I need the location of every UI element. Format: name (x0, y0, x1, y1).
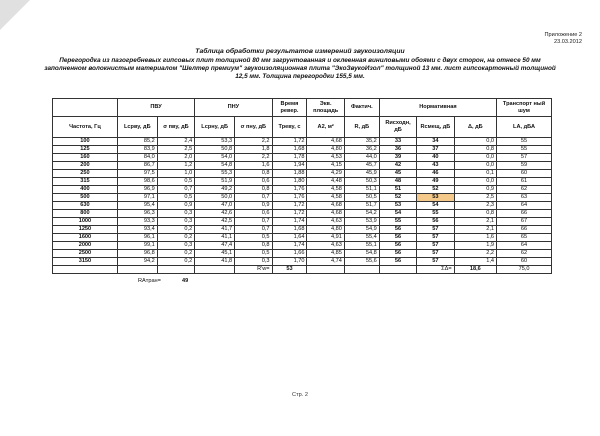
cell-la: 63 (497, 194, 552, 202)
header-trev: Треву, с (272, 117, 307, 138)
cell-rsm: 57 (417, 258, 454, 266)
cell-sigma-pnu: 2,2 (235, 154, 272, 162)
cell-la: 55 (497, 146, 552, 154)
cell-a2: 4,29 (307, 170, 344, 178)
cell-rin: 56 (379, 250, 416, 258)
header-freq: Частота, Гц (53, 117, 118, 138)
header-empty (53, 99, 118, 117)
cell-lcp-pvu: 85,2 (117, 138, 157, 146)
cell-trev: 1,66 (272, 250, 307, 258)
cell-lcp-pnu: 50,0 (195, 194, 235, 202)
cell-sigma-pnu: 0,7 (235, 226, 272, 234)
cell-lcp-pnu: 41,7 (195, 226, 235, 234)
cell-la: 55 (497, 138, 552, 146)
cell-freq: 400 (53, 186, 118, 194)
cell-a2: 4,58 (307, 194, 344, 202)
cell-r: 45,9 (344, 170, 379, 178)
appendix-header (545, 32, 582, 46)
cell-lcp-pnu: 49,2 (195, 186, 235, 194)
cell-sigma-pnu: 0,8 (235, 186, 272, 194)
cell-la: 57 (497, 154, 552, 162)
cell-delta: 2,2 (454, 250, 496, 258)
appendix-label: Приложение 2 (544, 32, 582, 38)
cell-freq: 800 (53, 210, 118, 218)
cell-a2: 4,80 (307, 226, 344, 234)
cell-la: 66 (497, 210, 552, 218)
header-delta: Δ, дБ (454, 117, 496, 138)
header-lcp-pvu: Lсрву, дБ (117, 117, 157, 138)
header-transport: Транспорт ный шум (497, 99, 552, 117)
cell-sigma-pvu: 0,2 (157, 258, 194, 266)
table-row (53, 170, 552, 178)
results-table (52, 98, 552, 274)
header-la: LA, дБА (497, 117, 552, 138)
cell-trev: 1,76 (272, 186, 307, 194)
cell-sigma-pnu: 1,6 (235, 162, 272, 170)
cell-lcp-pnu: 42,6 (195, 210, 235, 218)
header-fact: Фактич. (344, 99, 379, 117)
cell-trev: 1,74 (272, 218, 307, 226)
rw-value: 53 (272, 266, 307, 274)
cell-lcp-pnu: 50,8 (195, 146, 235, 154)
cell-delta: 1,9 (454, 242, 496, 250)
header-pvu: ПВУ (117, 99, 194, 117)
cell-sigma-pnu: 1,8 (235, 146, 272, 154)
cell-r: 51,7 (344, 202, 379, 210)
cell-sigma-pvu: 1,0 (157, 170, 194, 178)
cell-freq: 3150 (53, 258, 118, 266)
cell-a2: 4,80 (307, 146, 344, 154)
cell-delta: 1,6 (454, 234, 496, 242)
table-row (53, 154, 552, 162)
cell-lcp-pvu: 83,9 (117, 146, 157, 154)
cell-freq: 315 (53, 178, 118, 186)
cell-sigma-pnu: 0,8 (235, 242, 272, 250)
cell-r: 54,2 (344, 210, 379, 218)
header-time: Время ревер. (272, 99, 307, 117)
cell-rin: 51 (379, 186, 416, 194)
cell-lcp-pnu: 51,9 (195, 178, 235, 186)
cell-rin: 48 (379, 178, 416, 186)
cell-r: 54,9 (344, 226, 379, 234)
header-sigma-pnu: σ пну, дБ (235, 117, 272, 138)
table-row (53, 138, 552, 146)
cell-r: 55,4 (344, 234, 379, 242)
cell-rin: 36 (379, 146, 416, 154)
cell-sigma-pvu: 0,2 (157, 234, 194, 242)
cell-a2: 4,63 (307, 218, 344, 226)
cell-freq: 2500 (53, 250, 118, 258)
cell-a2: 4,53 (307, 154, 344, 162)
table-row (53, 242, 552, 250)
cell-sigma-pvu: 1,2 (157, 162, 194, 170)
cell-rsm: 54 (417, 202, 454, 210)
cell-sigma-pvu: 0,5 (157, 194, 194, 202)
cell-sigma-pvu: 0,2 (157, 226, 194, 234)
table-row (53, 194, 552, 202)
cell-sigma-pnu: 2,2 (235, 138, 272, 146)
table-body (53, 138, 552, 266)
cell-sigma-pnu: 0,7 (235, 194, 272, 202)
cell-la: 66 (497, 226, 552, 234)
cell-sigma-pnu: 0,5 (235, 250, 272, 258)
cell-rin: 56 (379, 226, 416, 234)
cell-rsm: 49 (417, 178, 454, 186)
cell-r: 44,0 (344, 154, 379, 162)
cell-la: 65 (497, 234, 552, 242)
cell-lcp-pvu: 94,2 (117, 258, 157, 266)
cell-rsm: 55 (417, 210, 454, 218)
cell-delta: 0,0 (454, 154, 496, 162)
cell-lcp-pvu: 97,1 (117, 194, 157, 202)
cell-trev: 1,78 (272, 154, 307, 162)
header-pnu: ПНУ (195, 99, 272, 117)
header-rsm: Rсмещ, дБ (417, 117, 454, 138)
cell-trev: 1,72 (272, 138, 307, 146)
header-area: Экв. площадь (307, 99, 344, 117)
cell-a2: 4,68 (307, 210, 344, 218)
cell-rin: 56 (379, 234, 416, 242)
cell-delta: 0,0 (454, 178, 496, 186)
cell-freq: 1250 (53, 226, 118, 234)
cell-lcp-pvu: 93,4 (117, 226, 157, 234)
cell-freq: 200 (53, 162, 118, 170)
header-a2: А2, м² (307, 117, 344, 138)
cell-lcp-pnu: 41,8 (195, 258, 235, 266)
cell-sigma-pnu: 0,3 (235, 258, 272, 266)
table-row (53, 178, 552, 186)
cell-trev: 1,94 (272, 162, 307, 170)
cell-r: 50,5 (344, 194, 379, 202)
cell-la: 64 (497, 242, 552, 250)
cell-delta: 0,8 (454, 210, 496, 218)
cell-delta: 2,3 (454, 202, 496, 210)
cell-la: 60 (497, 258, 552, 266)
cell-r: 54,8 (344, 250, 379, 258)
cell-lcp-pnu: 53,3 (195, 138, 235, 146)
cell-rin: 52 (379, 194, 416, 202)
cell-lcp-pvu: 97,5 (117, 170, 157, 178)
cell-sigma-pvu: 0,7 (157, 186, 194, 194)
ratran-label: RAтран= (138, 278, 161, 284)
cell-rin: 56 (379, 258, 416, 266)
cell-r: 53,9 (344, 218, 379, 226)
cell-rin: 45 (379, 170, 416, 178)
cell-lcp-pvu: 96,3 (117, 210, 157, 218)
cell-lcp-pvu: 95,4 (117, 202, 157, 210)
cell-r: 50,3 (344, 178, 379, 186)
cell-sigma-pvu: 0,5 (157, 178, 194, 186)
cell-rsm: 40 (417, 154, 454, 162)
cell-delta: 0,1 (454, 170, 496, 178)
cell-freq: 1000 (53, 218, 118, 226)
cell-sigma-pnu: 0,6 (235, 178, 272, 186)
cell-lcp-pnu: 54,0 (195, 154, 235, 162)
table-row (53, 202, 552, 210)
cell-lcp-pnu: 54,8 (195, 162, 235, 170)
cell-la: 60 (497, 170, 552, 178)
appendix-date: 23.03.2012 (554, 39, 582, 45)
cell-la: 67 (497, 218, 552, 226)
cell-a2: 4,58 (307, 186, 344, 194)
table-row (53, 226, 552, 234)
cell-lcp-pnu: 47,4 (195, 242, 235, 250)
cell-trev: 1,70 (272, 258, 307, 266)
cell-lcp-pvu: 86,7 (117, 162, 157, 170)
cell-lcp-pnu: 47,0 (195, 202, 235, 210)
cell-rin: 55 (379, 218, 416, 226)
cell-a2: 4,85 (307, 250, 344, 258)
cell-rin: 56 (379, 242, 416, 250)
table-row (53, 218, 552, 226)
cell-rin: 42 (379, 162, 416, 170)
cell-lcp-pvu: 96,8 (117, 250, 157, 258)
cell-lcp-pvu: 96,9 (117, 186, 157, 194)
header-r: R, дБ (344, 117, 379, 138)
page-corner-fold (0, 0, 30, 30)
table-row (53, 250, 552, 258)
table-row (53, 258, 552, 266)
cell-delta: 2,1 (454, 226, 496, 234)
cell-a2: 4,91 (307, 234, 344, 242)
cell-r: 51,1 (344, 186, 379, 194)
cell-lcp-pvu: 84,0 (117, 154, 157, 162)
cell-trev: 1,88 (272, 170, 307, 178)
cell-freq: 630 (53, 202, 118, 210)
cell-freq: 125 (53, 146, 118, 154)
cell-la: 62 (497, 250, 552, 258)
cell-lcp-pnu: 45,1 (195, 250, 235, 258)
cell-rsm: 34 (417, 138, 454, 146)
cell-sigma-pvu: 0,9 (157, 202, 194, 210)
summary-empty (53, 266, 118, 274)
cell-rin: 33 (379, 138, 416, 146)
cell-sigma-pvu: 0,3 (157, 242, 194, 250)
table-row (53, 146, 552, 154)
la-total: 75,0 (497, 266, 552, 274)
cell-sigma-pvu: 2,4 (157, 138, 194, 146)
cell-lcp-pvu: 99,1 (117, 242, 157, 250)
cell-sigma-pnu: 0,9 (235, 202, 272, 210)
cell-sigma-pnu: 0,7 (235, 218, 272, 226)
cell-delta: 0,0 (454, 138, 496, 146)
cell-delta: 0,9 (454, 186, 496, 194)
cell-rsm: 53 (417, 194, 454, 202)
cell-lcp-pvu: 98,6 (117, 178, 157, 186)
cell-rsm: 56 (417, 218, 454, 226)
cell-a2: 4,68 (307, 202, 344, 210)
cell-rsm: 57 (417, 234, 454, 242)
cell-la: 59 (497, 162, 552, 170)
cell-sigma-pvu: 0,2 (157, 250, 194, 258)
cell-r: 55,1 (344, 242, 379, 250)
sum-label: ΣΔ= (417, 266, 454, 274)
cell-freq: 100 (53, 138, 118, 146)
cell-sigma-pnu: 0,6 (235, 210, 272, 218)
document-subtitle: Перегородка из пазогребневых гипсовых плит толщиной 80 мм загрунтованная и оклеенная виниловыми обоями с двух сторон, на отнесе 50 мм заполненном волокнистым материалом "Шелтер премиум" звукоизоляционная плита "ЭкоЗвукоИзол" толщиной 13 мм. лист гипсокартонный толщиной 12,5 мм. Толщина перегородки 155,5 мм. (44, 57, 556, 81)
cell-lcp-pnu: 41,1 (195, 234, 235, 242)
table-row (53, 162, 552, 170)
header-sigma-pvu: σ пву, дБ (157, 117, 194, 138)
cell-freq: 1600 (53, 234, 118, 242)
cell-trev: 1,74 (272, 242, 307, 250)
cell-rsm: 46 (417, 170, 454, 178)
cell-r: 36,2 (344, 146, 379, 154)
cell-la: 64 (497, 202, 552, 210)
cell-freq: 2000 (53, 242, 118, 250)
cell-freq: 160 (53, 154, 118, 162)
cell-sigma-pvu: 2,0 (157, 154, 194, 162)
cell-a2: 4,63 (307, 242, 344, 250)
cell-delta: 2,5 (454, 194, 496, 202)
header-lcp-pnu: Lсрну, дБ (195, 117, 235, 138)
ratran-line (138, 278, 188, 284)
cell-rin: 53 (379, 202, 416, 210)
cell-sigma-pnu: 0,5 (235, 234, 272, 242)
cell-rsm: 52 (417, 186, 454, 194)
cell-trev: 1,72 (272, 202, 307, 210)
cell-lcp-pnu: 42,5 (195, 218, 235, 226)
cell-rsm: 57 (417, 226, 454, 234)
cell-delta: 0,0 (454, 162, 496, 170)
cell-la: 62 (497, 186, 552, 194)
cell-a2: 4,48 (307, 178, 344, 186)
page-footer: Стр. 2 (292, 392, 308, 398)
cell-a2: 4,74 (307, 258, 344, 266)
cell-delta: 2,1 (454, 218, 496, 226)
cell-trev: 1,72 (272, 210, 307, 218)
cell-trev: 1,80 (272, 178, 307, 186)
cell-sigma-pvu: 0,3 (157, 218, 194, 226)
cell-rsm: 57 (417, 250, 454, 258)
cell-sigma-pnu: 0,8 (235, 170, 272, 178)
cell-sigma-pvu: 2,5 (157, 146, 194, 154)
cell-rsm: 43 (417, 162, 454, 170)
rw-label: R'w= (235, 266, 272, 274)
cell-lcp-pnu: 55,3 (195, 170, 235, 178)
cell-rin: 39 (379, 154, 416, 162)
cell-rin: 54 (379, 210, 416, 218)
cell-trev: 1,64 (272, 234, 307, 242)
table-row (53, 210, 552, 218)
cell-r: 45,7 (344, 162, 379, 170)
document-title: Таблица обработки результатов измерений звукоизоляции (195, 48, 405, 55)
cell-lcp-pvu: 96,1 (117, 234, 157, 242)
cell-trev: 1,76 (272, 194, 307, 202)
header-rin: Rисходн, дБ (379, 117, 416, 138)
cell-sigma-pvu: 0,3 (157, 210, 194, 218)
cell-freq: 500 (53, 194, 118, 202)
cell-r: 55,6 (344, 258, 379, 266)
cell-a2: 4,68 (307, 138, 344, 146)
cell-trev: 1,68 (272, 146, 307, 154)
cell-rsm: 57 (417, 242, 454, 250)
ratran-value: 49 (182, 278, 189, 284)
cell-la: 61 (497, 178, 552, 186)
cell-rsm: 37 (417, 146, 454, 154)
cell-a2: 4,15 (307, 162, 344, 170)
cell-delta: 1,4 (454, 258, 496, 266)
table-row (53, 234, 552, 242)
header-norm: Нормативная (379, 99, 496, 117)
cell-lcp-pvu: 93,3 (117, 218, 157, 226)
sum-value: 18,6 (454, 266, 496, 274)
table-row (53, 186, 552, 194)
cell-r: 35,2 (344, 138, 379, 146)
cell-delta: 0,8 (454, 146, 496, 154)
cell-freq: 250 (53, 170, 118, 178)
cell-trev: 1,68 (272, 226, 307, 234)
